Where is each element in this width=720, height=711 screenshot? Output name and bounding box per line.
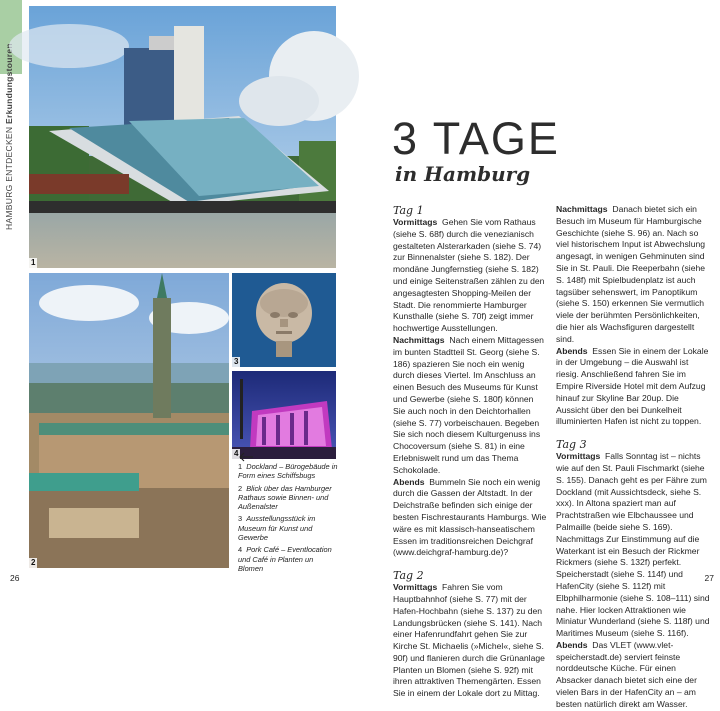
- photo-number-1: 1: [31, 258, 36, 267]
- photo-museum-exhibit: [232, 273, 336, 367]
- photo-pork-cafe: [232, 371, 336, 459]
- caption-4: 4 Pork Café – Eventlocation und Café in Planten un Blomen: [238, 545, 332, 573]
- page-subtitle: in Hamburg: [395, 162, 531, 186]
- caption-2: 2 Blick über das Hamburger Rathaus sowie Binnen- und Außenalster: [238, 483, 332, 512]
- day-heading-3: Tag 3: [556, 438, 587, 452]
- chapter-side-label: [4, 43, 18, 230]
- page-number-right: 27: [704, 573, 714, 583]
- side-label-regular: HAMBURG ENTDECKEN: [4, 126, 14, 230]
- day-heading-1: Tag 1: [393, 204, 424, 217]
- photo-number-2: 2: [31, 558, 36, 567]
- photo-rathaus: [29, 273, 229, 568]
- photo-number-3: 3: [234, 357, 239, 366]
- paragraph-day2-morning: Vormittags Fahren Sie vom Hauptbahnhof (siehe S. 77) mit der Hafen-Hochbahn (siehe S. 137) zu den Landungsbrücken (siehe S. 141). Nach einer Hafenrundfahrt gehen Sie zur Kirche St. Michaelis (»Michel«, siehe S. 90f) und flanieren durch die Grünanlage Planten un Blomen (siehe S. 92f) mit ihren attraktiven Themengärten. Essen Sie in einem der Lokale dort zu Mittag.: [393, 582, 545, 699]
- text-column-left: [393, 204, 548, 700]
- paragraph-day3-evening: Abends Das VLET (www.vlet-speicherstadt.de) serviert feinste norddeutsche Küche. Für einen Absacker danach bietet sich eine der vielen Bars in der HafenCity an – am besten natürlich direkt am Wasser.: [556, 639, 697, 709]
- paragraph-day1-evening: Abends Bummeln Sie noch ein wenig durch die Gassen der Altstadt. In der Deichstraße befinden sich einige der besten Fischrestaurants Hamburgs. Wie wäre es mit klassisch-hanseatischem Essen im traditionsreichen Deichgraf (www.deichgraf-hamburg.de)?: [393, 476, 547, 558]
- photo-number-4: 4: [234, 449, 239, 458]
- photo-captions: [238, 462, 338, 576]
- paragraph-day1-afternoon: Nachmittags Nach einem Mittagessen im bunten Stadtteil St. Georg (siehe S. 186) spazieren Sie noch ein wenig durch dieses Viertel. Im Anschluss an einen Besuch des Museums für Kunst und Gewerbe (siehe S. 180f) können Sie auch noch in den Deichtorhallen (siehe S. 77) vorbeischauen. Begeben Sie sich noch diesem Kulturgenuss ins Chocoversum (siehe S. 81) in eine Erlebniswelt rund um das Thema Schokolade.: [393, 334, 544, 475]
- caption-3: 3 Ausstellungsstück im Museum für Kunst und Gewerbe: [238, 514, 316, 543]
- text-column-right: [556, 204, 711, 711]
- page-number-left: 26: [10, 573, 20, 583]
- page-title: 3 TAGE: [392, 113, 560, 164]
- paragraph-day2-afternoon: Nachmittags Danach bietet sich ein Besuch im Museum für Hamburgische Geschichte (siehe S. 96) an. Nach so viel historischem Input ist Abwechslung angesagt, in wenigen Gehminuten sind Sie in St. Pauli. Die Reeperbahn (siehe S. 148f) mit Spielbudenplatz ist auch tagsüber sehenswert, im Panoptikum (siehe S. 150) erkennen Sie vermutlich viele der berühmten Persönlichkeiten, die hier als Wachsfiguren dargestellt sind.: [556, 204, 706, 344]
- paragraph-day1-morning: Vormittags Gehen Sie vom Rathaus (siehe S. 68f) durch die venezianisch gestalteten Alsterarkaden (siehe S. 74) zur Binnenalster (siehe S. 182). Der mondäne Jungfernstieg (siehe S. 182) und einige Seitenstraßen zählen zu den angesagtesten Shopping-Meilen der Stadt. Die renommierte Hamburger Kunsthalle (siehe S. 70f) zeigt immer hochwertige Ausstellungen.: [393, 217, 545, 334]
- photo-dockland: [29, 6, 336, 268]
- arrow-left-icon: [238, 452, 254, 462]
- day-heading-2: Tag 2: [393, 569, 424, 583]
- caption-1: 1 Dockland – Bürogebäude in Form eines Schiffsbugs: [238, 462, 338, 481]
- paragraph-day3-morning: Vormittags Falls Sonntag ist – nichts wie auf den St. Pauli Fischmarkt (siehe S. 155). Danach geht es per Fähre zum Dockland (mit Aussichtsdeck, siehe S. xxx). In Altona spaziert man auf Prachtstraßen wie Elbchaussee und Palmaille (beide siehe S. 169). Nachmittags Zur Einstimmung auf die Waterkant ist ein Besuch der Rickmer Rickmers (siehe S. 132f) perfekt. Speicherstadt (siehe S. 114f) und HafenCity (siehe S. 112f) mit Elbphilharmonie (siehe S. 108–111) sind nahe. Hier locken Attraktionen wie Miniatur Wunderland (siehe S. 118f) und Maritimes Museum (siehe S. 116f).: [556, 451, 710, 639]
- side-label-bold: Erkundungstouren: [4, 43, 14, 124]
- paragraph-day2-evening: Abends Essen Sie in einem der Lokale in der Umgebung – die Auswahl ist riesig. Anschließend fahren Sie im Empire Riverside Hotel mit dem Aufzug hinauf zur Skyline Bar 20up. Die Aussicht über den bei Dunkelheit illuminierten Hafen ist nicht zu toppen.: [556, 345, 709, 427]
